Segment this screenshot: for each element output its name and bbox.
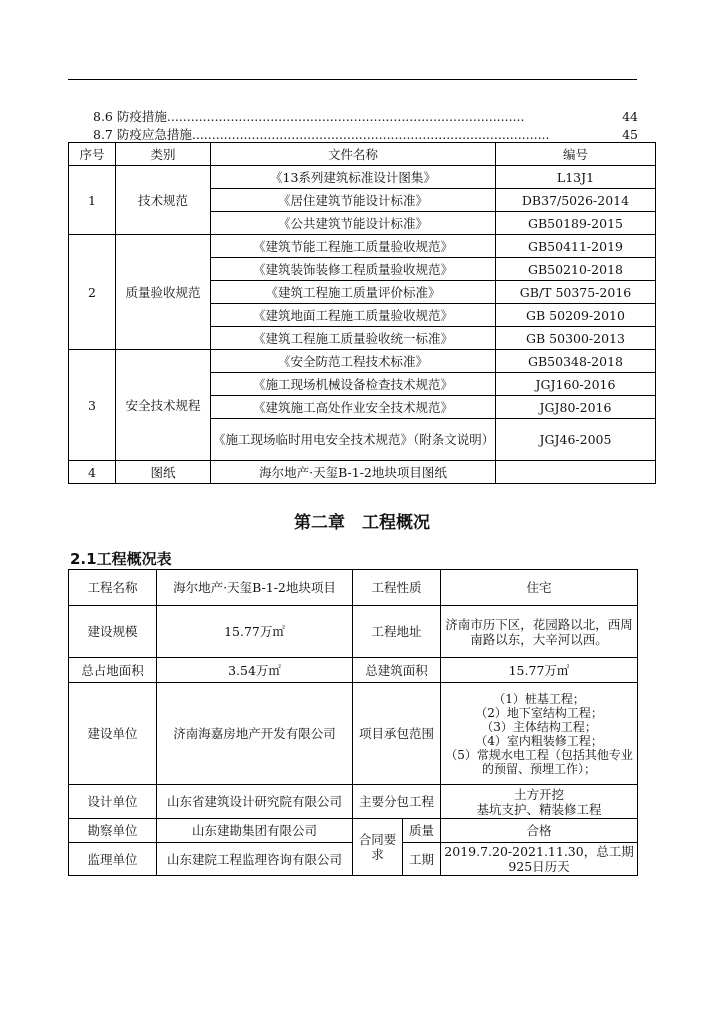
table-row	[69, 785, 638, 819]
doc-code: GB50348-2018	[496, 350, 656, 373]
table-row	[69, 350, 656, 373]
group-index: 4	[69, 461, 116, 484]
toc-page: 44	[622, 109, 638, 124]
scope-item: （5）常规水电工程（包括其他专业的预留、预埋工作）；	[445, 747, 633, 776]
doc-code: GB50189-2015	[496, 212, 656, 235]
doc-code: GB 50300-2013	[496, 327, 656, 350]
value-cell: 济南海嘉房地产开发有限公司	[157, 683, 353, 785]
label-cell: 工期	[403, 843, 441, 876]
value-cell: 济南市历下区，花园路以北，西周南路以东，大辛河以西。	[441, 606, 638, 658]
table-header-row	[69, 143, 656, 166]
col-header: 编号	[496, 143, 656, 166]
group-index: 1	[69, 166, 116, 235]
doc-name: 《建筑节能工程施工质量验收规范》	[211, 235, 496, 258]
toc-page: 45	[622, 127, 638, 142]
doc-name: 《建筑工程施工质量验收统一标准》	[211, 327, 496, 350]
doc-name: 《建筑装饰装修工程质量验收规范》	[211, 258, 496, 281]
table-row	[69, 235, 656, 258]
value-cell: 2019.7.20-2021.11.30，总工期925日历天	[441, 843, 638, 876]
label-cell: 合同要求	[353, 819, 403, 876]
scope-item: （1）桩基工程；	[493, 691, 585, 706]
label-cell: 监理单位	[69, 843, 157, 876]
doc-code	[496, 461, 656, 484]
value-cell: 3.54万㎡	[157, 658, 353, 683]
label-cell: 工程名称	[69, 570, 157, 606]
group-category: 图纸	[116, 461, 211, 484]
value-cell: 合格	[441, 819, 638, 843]
header-rule	[68, 79, 637, 80]
label-cell: 建设规模	[69, 606, 157, 658]
toc-title: 防疫措施	[116, 109, 167, 124]
doc-code: DB37/5026-2014	[496, 189, 656, 212]
doc-code: JGJ80-2016	[496, 396, 656, 419]
label-cell: 总建筑面积	[353, 658, 441, 683]
doc-code: JGJ46-2005	[496, 419, 656, 461]
value-cell: 山东建勘集团有限公司	[157, 819, 353, 843]
group-category: 技术规范	[116, 166, 211, 235]
toc-entry[interactable]: 8.6 防疫措施 .......................................................................................... 44	[93, 109, 638, 124]
col-header: 序号	[69, 143, 116, 166]
doc-code: GB50411-2019	[496, 235, 656, 258]
doc-name: 海尔地产·天玺B-1-2地块项目图纸	[211, 461, 496, 484]
doc-code: L13J1	[496, 166, 656, 189]
table-row	[69, 461, 656, 484]
toc-number: 8.6	[93, 109, 113, 124]
scope-item: （2）地下室结构工程；	[475, 705, 603, 720]
table-row	[69, 606, 638, 658]
label-cell: 总占地面积	[69, 658, 157, 683]
doc-code: JGJ160-2016	[496, 373, 656, 396]
label-cell: 主要分包工程	[353, 785, 441, 819]
toc-title: 防疫应急措施	[116, 127, 192, 142]
label-cell: 设计单位	[69, 785, 157, 819]
scope-item: （4）室内粗装修工程；	[475, 733, 603, 748]
doc-name: 《施工现场临时用电安全技术规范》（附条文说明）	[211, 419, 496, 461]
scope-cell	[441, 683, 638, 785]
table-row	[69, 683, 638, 785]
doc-code: GB 50209-2010	[496, 304, 656, 327]
label-cell: 勘察单位	[69, 819, 157, 843]
value-cell: 15.77万㎡	[441, 658, 638, 683]
label-cell: 建设单位	[69, 683, 157, 785]
table-row	[69, 570, 638, 606]
label-cell: 项目承包范围	[353, 683, 441, 785]
scope-item: （3）主体结构工程；	[481, 719, 597, 734]
chapter-title: 第二章 工程概况	[294, 513, 430, 533]
toc-number: 8.7	[93, 127, 113, 142]
value-cell: 15.77万㎡	[157, 606, 353, 658]
label-cell: 质量	[403, 819, 441, 843]
label-cell: 工程地址	[353, 606, 441, 658]
col-header: 类别	[116, 143, 211, 166]
doc-name: 《建筑工程施工质量评价标准》	[211, 281, 496, 304]
value-cell	[441, 785, 638, 819]
doc-code: GB/T 50375-2016	[496, 281, 656, 304]
group-category: 质量验收规范	[116, 235, 211, 350]
table-row	[69, 819, 638, 843]
group-index: 2	[69, 235, 116, 350]
table-row	[69, 658, 638, 683]
value-cell: 住宅	[441, 570, 638, 606]
doc-name: 《建筑施工高处作业安全技术规范》	[211, 396, 496, 419]
value-cell: 海尔地产·天玺B-1-2地块项目	[157, 570, 353, 606]
standards-table	[68, 142, 656, 484]
subcontract-item: 土方开挖	[514, 786, 565, 802]
doc-name: 《居住建筑节能设计标准》	[211, 189, 496, 212]
subcontract-item: 基坑支护、精装修工程	[476, 801, 602, 817]
doc-name: 《公共建筑节能设计标准》	[211, 212, 496, 235]
value-cell: 山东建院工程监理咨询有限公司	[157, 843, 353, 876]
doc-name: 《建筑地面工程施工质量验收规范》	[211, 304, 496, 327]
table-row	[69, 166, 656, 189]
group-category: 安全技术规程	[116, 350, 211, 461]
doc-name: 《安全防范工程技术标准》	[211, 350, 496, 373]
doc-name: 《施工现场机械设备检查技术规范》	[211, 373, 496, 396]
label-cell: 工程性质	[353, 570, 441, 606]
col-header: 文件名称	[211, 143, 496, 166]
group-index: 3	[69, 350, 116, 461]
doc-code: GB50210-2018	[496, 258, 656, 281]
section-title: 2.1工程概况表	[70, 550, 172, 568]
toc-entry[interactable]: 8.7 防疫应急措施 .......................................................................................... 45	[93, 127, 638, 142]
doc-name: 《13系列建筑标准设计图集》	[211, 166, 496, 189]
value-cell: 山东省建筑设计研究院有限公司	[157, 785, 353, 819]
project-overview-table	[68, 569, 638, 876]
